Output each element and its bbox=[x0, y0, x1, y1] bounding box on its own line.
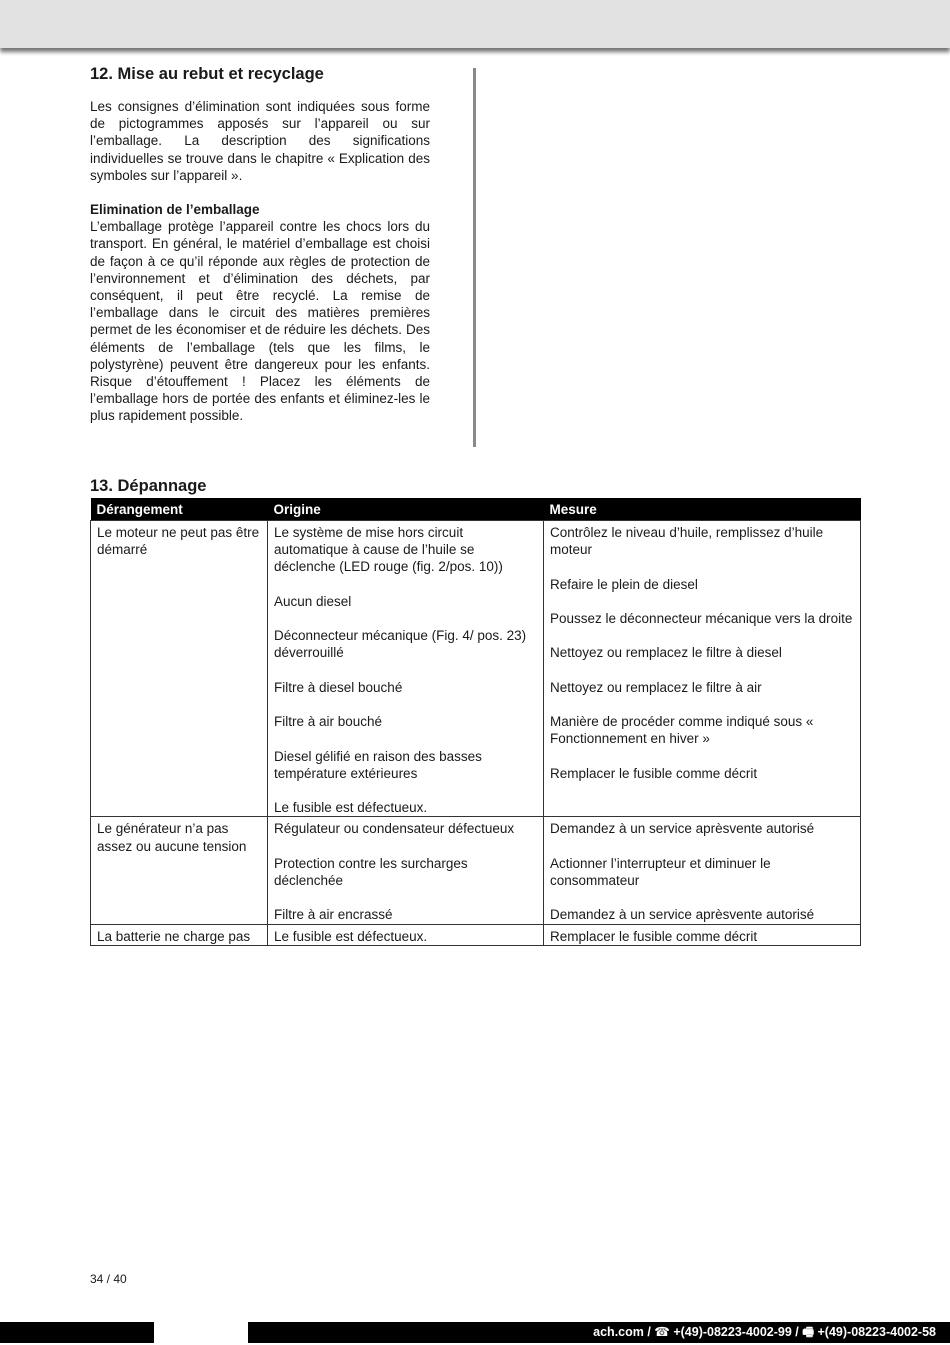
cause-item: Filtre à diesel bouché bbox=[274, 679, 403, 695]
cause-item: Le fusible est défectueux. bbox=[274, 800, 428, 816]
section-troubleshooting bbox=[90, 476, 860, 946]
table-row bbox=[91, 924, 861, 945]
table-header-row bbox=[91, 498, 861, 521]
header-cause: Origine bbox=[268, 498, 544, 521]
measure-item: Poussez le déconnecteur mécanique vers la droite bbox=[550, 610, 853, 626]
disposal-intro: Les consignes d’élimination sont indiquées sous forme de pictogrammes apposés sur l’appareil ou sur l’emballage. La description des significations individuelles se trouve dans le chapitre « Explication des symboles sur l’appareil ». bbox=[90, 99, 430, 183]
measure-item: Actionner l’interrupteur et diminuer le consommateur bbox=[550, 855, 771, 888]
measure-item: Nettoyez ou remplacez le filtre à diesel bbox=[550, 645, 782, 661]
fault-cell: Le moteur ne peut pas être démarré bbox=[91, 521, 268, 817]
section-13-title: 13. Dépannage bbox=[90, 477, 207, 495]
footer-contact: ach.com / ☎ +(49)-08223-4002-99 / 🖷 +(49)-08223-4002-58 bbox=[593, 1325, 936, 1339]
cause-cell bbox=[268, 521, 544, 817]
header-measure: Mesure bbox=[544, 498, 861, 521]
troubleshooting-table bbox=[90, 498, 861, 946]
measure-item: Remplacer le fusible comme décrit bbox=[550, 765, 758, 781]
measure-item: Manière de procéder comme indiqué sous « Fonctionnement en hiver » bbox=[550, 714, 814, 747]
cause-item: Aucun diesel bbox=[274, 593, 352, 609]
cause-item: Protection contre les surcharges déclenchée bbox=[274, 855, 468, 888]
section-disposal bbox=[90, 64, 430, 425]
measure-cell bbox=[544, 521, 861, 817]
table-row bbox=[91, 521, 861, 817]
measure-item: Demandez à un service aprèsvente autorisé bbox=[550, 821, 815, 837]
column-divider bbox=[473, 68, 476, 447]
cause-item: Régulateur ou condensateur défectueux bbox=[274, 821, 515, 837]
cause-item: Filtre à air encrassé bbox=[274, 907, 393, 923]
measure-item: Remplacer le fusible comme décrit bbox=[550, 928, 758, 944]
cause-item: Filtre à air bouché bbox=[274, 714, 383, 730]
packaging-subtitle: Elimination de l’emballage bbox=[90, 202, 260, 218]
cause-item: Le fusible est défectueux. bbox=[274, 928, 428, 944]
measure-item: Nettoyez ou remplacez le filtre à air bbox=[550, 679, 762, 695]
fault-cell: Le générateur n’a pas assez ou aucune tension bbox=[91, 817, 268, 924]
cause-item: Le système de mise hors circuit automatique à cause de l’huile se déclenche (LED rouge (fig. 2/pos. 10)) bbox=[274, 525, 503, 575]
section-12-title: 12. Mise au rebut et recyclage bbox=[90, 65, 324, 83]
measure-item: Demandez à un service aprèsvente autorisé bbox=[550, 907, 815, 923]
cause-cell bbox=[268, 817, 544, 924]
page-number: 34 / 40 bbox=[90, 1272, 127, 1286]
cause-item: Déconnecteur mécanique (Fig. 4/ pos. 23) déverrouillé bbox=[274, 628, 527, 661]
cause-item: Diesel gélifié en raison des basses température extérieures bbox=[274, 748, 482, 781]
table-row bbox=[91, 817, 861, 924]
cause-cell bbox=[268, 924, 544, 945]
footer-gap bbox=[154, 1322, 248, 1343]
packaging-body: L’emballage protège l’appareil contre les chocs lors du transport. En général, le matériel d’emballage est choisi de façon à ce qu’il réponde aux règles de protection de l’environnement et d’élimination des déchets, par conséquent, il peut être recyclé. La remise de l’emballage dans le circuit des matières premières permet de les économiser et de réduire les déchets. Des éléments de l’emballage (tels que les films, le polystyrène) peuvent être dangereux pour les enfants. Risque d’étouffement ! Placez les éléments de l’emballage hors de portée des enfants et éliminez-les le plus rapidement possible. bbox=[90, 219, 430, 424]
measure-cell bbox=[544, 924, 861, 945]
fault-cell: La batterie ne charge pas bbox=[91, 924, 268, 945]
header-bar bbox=[0, 0, 950, 48]
measure-cell bbox=[544, 817, 861, 924]
header-fault: Dérangement bbox=[91, 498, 268, 521]
measure-item: Refaire le plein de diesel bbox=[550, 576, 698, 592]
measure-item: Contrôlez le niveau d’huile, remplissez d’huile moteur bbox=[550, 525, 824, 558]
